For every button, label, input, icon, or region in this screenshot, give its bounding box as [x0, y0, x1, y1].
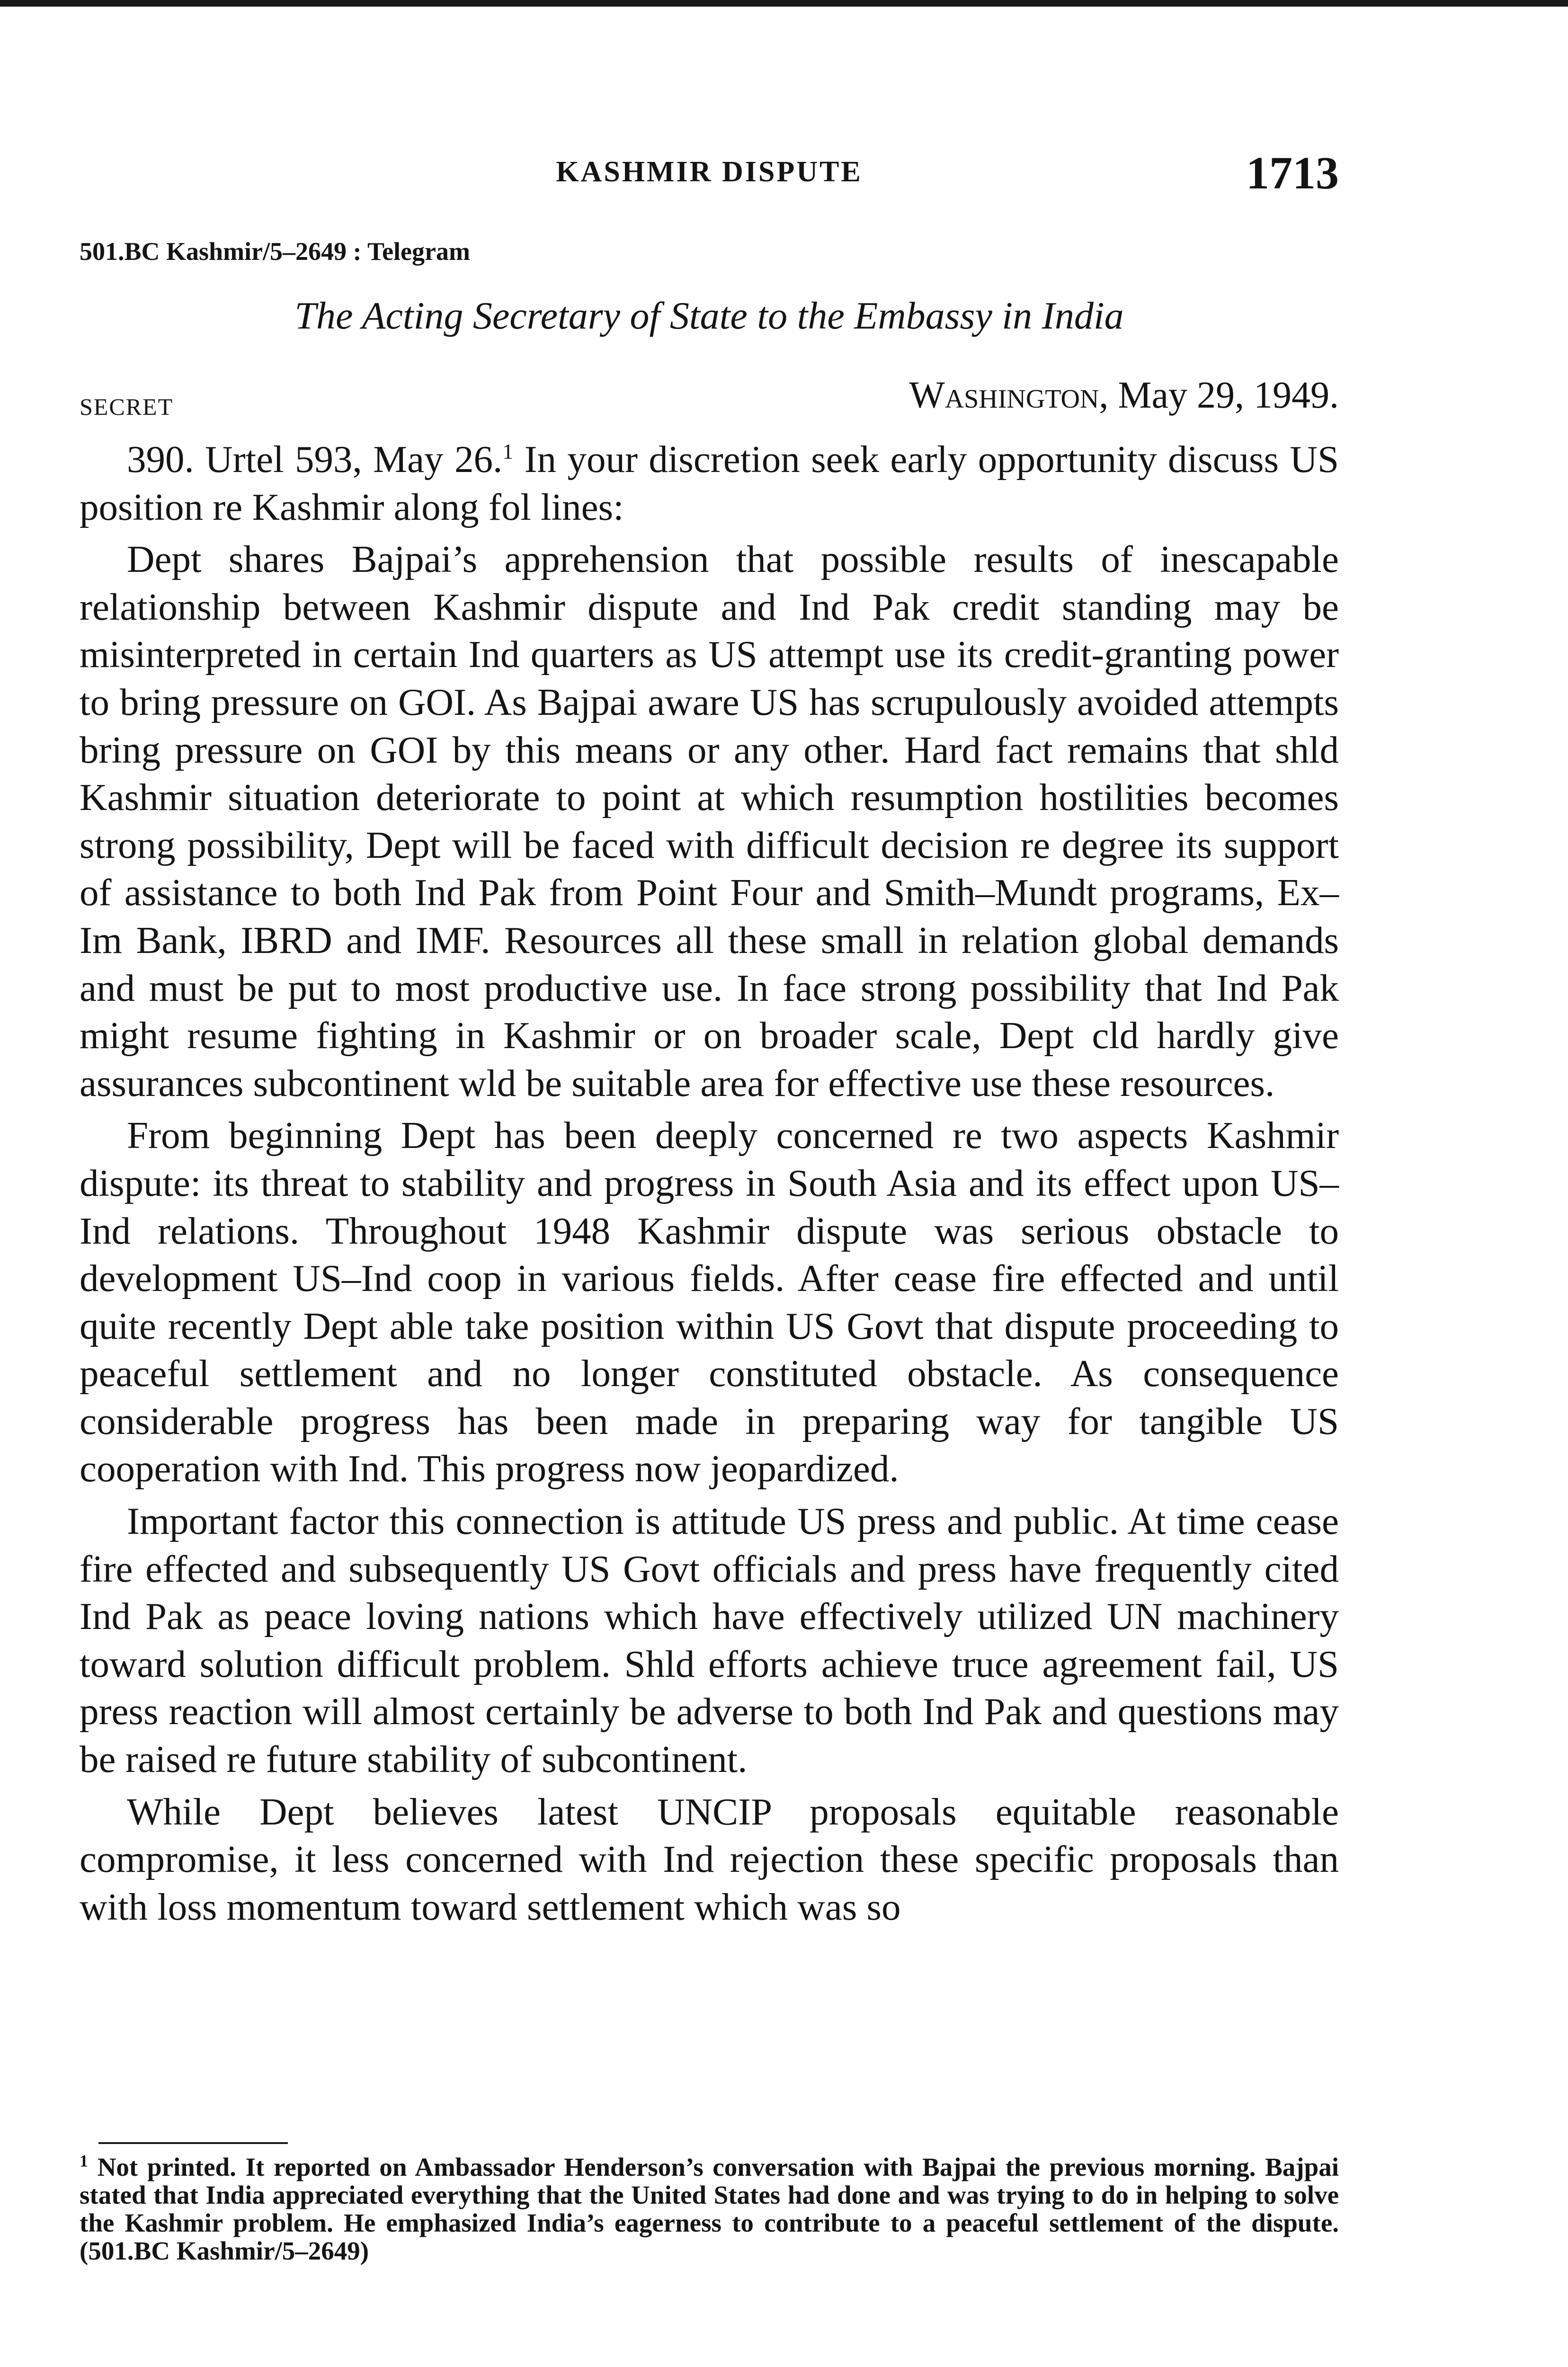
paragraph-1 [80, 436, 1339, 531]
paragraph-1-end: In your discretion seek early opportunity discuss US position re Kashmir along fol lines: [80, 438, 1339, 528]
footnote-mark: 1 [80, 2151, 88, 2171]
file-reference: 501.BC Kashmir/5–2649 : Telegram [80, 237, 470, 266]
place-name: Washington [909, 374, 1099, 416]
place-date [909, 374, 1339, 417]
paragraph-2: Dept shares Bajpai’s apprehension that possible results of inescapable relationship between Kashmir dispute and Ind Pak credit standing may be misinterpreted in certain Ind quarters as US attempt use its credit-granting power to bring pressure on GOI. As Bajpai aware US has scrupulously avoided attempts bring pressure on GOI by this means or any other. Hard fact remains that shld Kashmir situation deteriorate to point at which resumption hostilities becomes strong possibility, Dept will be faced with difficult decision re degree its support of assistance to both Ind Pak from Point Four and Smith–Mundt programs, Ex–Im Bank, IBRD and IMF. Resources all these small in relation global demands and must be put to most productive use. In face strong possibility that Ind Pak might resume fighting in Kashmir or on broader scale, Dept cld hardly give assurances subcontinent wld be suitable area for effective use these resources. [80, 538, 1339, 1104]
classification-label: SECRET [80, 393, 174, 420]
telegram-body [80, 436, 1339, 1931]
document-page [80, 0, 1339, 2367]
paragraph-5: While Dept believes latest UNCIP proposals equitable reasonable compromise, it less concerned with Ind rejection these specific proposals than with loss momentum toward settlement which was so [80, 1790, 1339, 1928]
page-number: 1713 [1246, 148, 1339, 199]
running-head [80, 147, 1339, 199]
paragraph-4: Important factor this connection is attitude US press and public. At time cease fire effected and subsequently US Govt officials and press have frequently cited Ind Pak as peace loving nations which have effectively utilized UN machinery toward solution difficult problem. Shld efforts achieve truce agreement fail, US press reaction will almost certainly be adverse to both Ind Pak and questions may be raised re future stability of subcontinent. [80, 1500, 1339, 1781]
classification-line [80, 374, 1339, 421]
footnote-text: Not printed. It reported on Ambassador Henderson’s conversation with Bajpai the previous morning. Bajpai stated that India appreciated everything that the United States had done and was trying to do in helping to solve the Kashmir problem. He emphasized India’s eagerness to contribute to a peaceful settlement of the dispute. (501.BC Kashmir/5–2649) [80, 2153, 1339, 2265]
date-text: , May 29, 1949. [1099, 374, 1339, 416]
paragraph-1-start: 390. Urtel 593, May 26. [127, 438, 503, 481]
paragraph-3: From beginning Dept has been deeply concerned re two aspects Kashmir dispute: its threat to stability and progress in South Asia and its effect upon US–Ind relations. Throughout 1948 Kashmir dispute was serious obstacle to development US–Ind coop in various fields. After cease fire effected and until quite recently Dept able take position within US Govt that dispute proceeding to peaceful settlement and no longer constituted obstacle. As consequence considerable progress has been made in preparing way for tangible US cooperation with Ind. This progress now jeopardized. [80, 1114, 1339, 1490]
running-title: KASHMIR DISPUTE [556, 156, 863, 188]
footnote-reference: 1 [502, 439, 514, 463]
document-title: The Acting Secretary of State to the Embassy in India [294, 294, 1124, 337]
footnote [80, 2153, 1339, 2265]
footnote-divider [98, 2142, 288, 2144]
